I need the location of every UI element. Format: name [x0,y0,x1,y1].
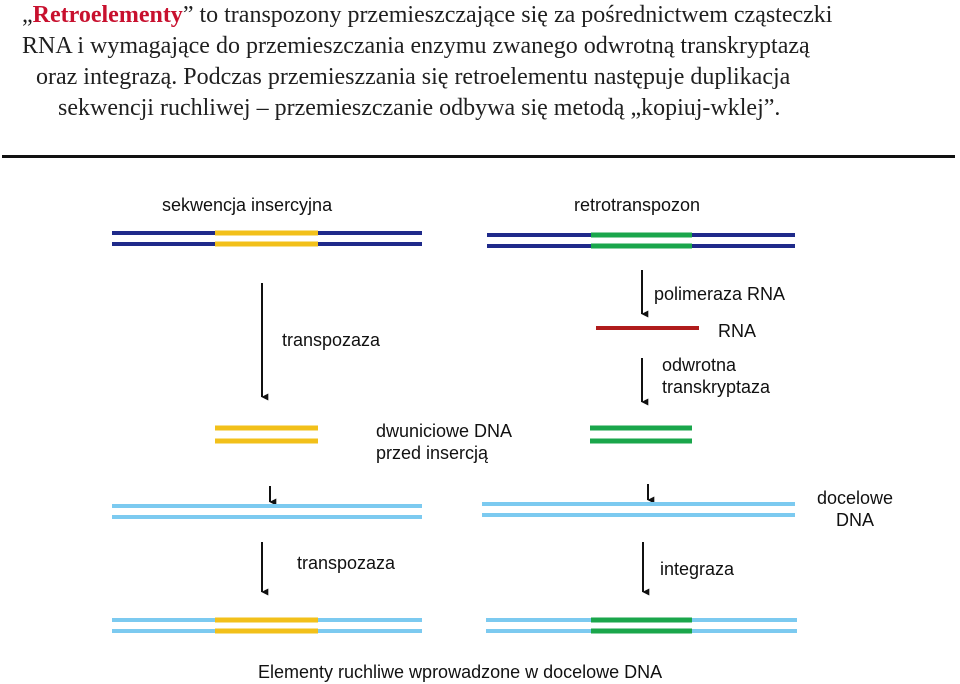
intro-line-1-rest: ” to transpozony przemieszczające się za pośrednictwem cząsteczki [182,2,833,28]
label-transposase-2: transpozaza [297,553,396,573]
label-double-stranded-dna-line2: przed insercją [376,443,489,463]
target-dna-with-insertion-sequence [112,620,422,631]
intro-line-4: sekwencji ruchliwej – przemieszczanie odbywa się metodą „kopiuj-wklej”. [58,95,781,121]
target-dna-with-retrotransposon [486,620,797,631]
open-quote: „ [22,2,33,28]
label-target-dna-line1: docelowe [816,488,894,508]
label-transposase-1: transpozaza [282,330,381,350]
label-insertion-sequence: sekwencja insercyjna [162,195,333,215]
diagram-caption: Elementy ruchliwe wprowadzone w docelowe DNA [258,662,663,682]
excised-insertion-sequence [215,428,318,441]
label-rna: RNA [718,321,757,341]
label-retrotransposon: retrotranspozon [574,195,701,215]
donor-dna-insertion-sequence [112,233,422,244]
cdna-retrotransposon [590,428,692,441]
target-dna-right [482,504,795,515]
label-integrase: integraza [660,559,735,579]
target-dna-left [112,506,422,517]
label-double-stranded-dna [376,420,512,464]
label-double-stranded-dna-line1: dwuniciowe DNA [376,421,513,441]
retroelements-term: Retroelementy [32,2,183,28]
intro-line-2: RNA i wymagające do przemieszczania enzymu zwanego odwrotną transkryptazą [22,33,810,59]
label-reverse-transcriptase [662,354,770,398]
label-target-dna-line2: DNA [835,510,874,530]
label-reverse-transcriptase-line1: odwrotna [662,355,737,375]
label-reverse-transcriptase-line2: transkryptaza [662,377,771,397]
intro-line-3: oraz integrazą. Podczas przemieszzania się retroelementu następuje duplikacja [36,64,791,90]
label-rna-polymerase: polimeraza RNA [654,284,786,304]
label-target-dna [800,487,910,531]
donor-dna-retrotransposon [487,235,795,246]
